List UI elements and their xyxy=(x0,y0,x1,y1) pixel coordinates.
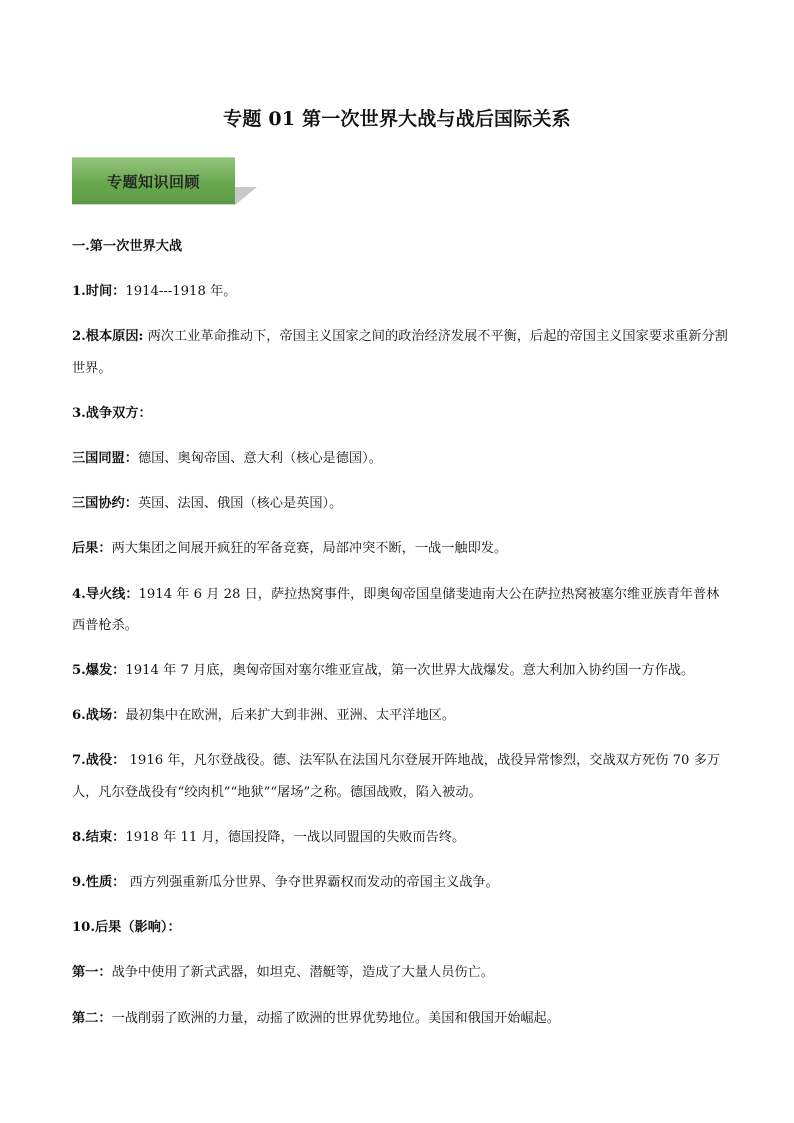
item-consequence xyxy=(72,533,732,564)
item-label: 后果： xyxy=(72,541,112,557)
item-label: 6.战场： xyxy=(72,708,126,724)
item-text: 1914 年 7 月底，奥匈帝国对塞尔维亚宣战，第一次世界大战爆发。意大利加入协约国一方作战。 xyxy=(125,663,695,679)
banner-box xyxy=(72,157,235,204)
content-body xyxy=(72,231,732,1048)
item-end xyxy=(72,822,732,853)
item-label: 8.结束： xyxy=(72,829,126,845)
item-triple-entente xyxy=(72,488,732,519)
banner-label: 专题知识回顾 xyxy=(106,172,200,191)
item-battles xyxy=(72,745,732,807)
item-label: 2.根本原因: xyxy=(72,329,144,345)
item-text: 两大集团之间展开疯狂的军备竞赛，局部冲突不断，一战一触即发。 xyxy=(111,541,508,557)
item-text: 1918 年 11 月，德国投降，一战以同盟国的失败而告终。 xyxy=(125,829,466,845)
item-label: 3.战争双方： xyxy=(72,405,152,421)
item-text: 一战削弱了欧洲的力量，动摇了欧洲的世界优势地位。美国和俄国开始崛起。 xyxy=(111,1010,560,1026)
item-text: 战争中使用了新式武器，如坦克、潜艇等，造成了大量人员伤亡。 xyxy=(111,965,494,981)
item-label: 7.战役： xyxy=(72,753,126,769)
item-battlefields xyxy=(72,700,732,731)
item-text: 德国、奥匈帝国、意大利（核心是德国）。 xyxy=(137,451,382,467)
item-text: 1916 年，凡尔登战役。德、法军队在法国凡尔登展开阵地战，战役异常惨烈，交战双方死伤 70 多万人，凡尔登战役有“绞肉机”“地狱”“屠场”之称。德国战败，陷入被动。 xyxy=(72,753,720,800)
item-text: 最初集中在欧洲，后来扩大到非洲、亚洲、太平洋地区。 xyxy=(125,708,456,724)
item-nature xyxy=(72,867,732,898)
item-text: 西方列强重新瓜分世界、争夺世界霸权而发动的帝国主义战争。 xyxy=(125,875,499,891)
item-label: 1.时间： xyxy=(72,284,126,300)
item-label: 三国协约： xyxy=(72,496,138,512)
item-text: 两次工业革命推动下，帝国主义国家之间的政治经济发展不平衡，后起的帝国主义国家要求重新分割世界。 xyxy=(72,329,728,376)
item-effect-second xyxy=(72,1003,732,1034)
item-effect-first xyxy=(72,957,732,988)
item-label: 5.爆发： xyxy=(72,663,126,679)
item-belligerents xyxy=(72,398,732,429)
page-title: 专题 01 第一次世界大战与战后国际关系 xyxy=(223,108,571,130)
item-root-cause xyxy=(72,321,732,383)
item-label: 4.导火线： xyxy=(72,586,139,602)
item-label: 第一： xyxy=(72,965,112,981)
item-triple-alliance xyxy=(72,443,732,474)
item-label: 三国同盟： xyxy=(72,451,138,467)
item-text: 1914 年 6 月 28 日，萨拉热窝事件，即奥匈帝国皇储斐迪南大公在萨拉热窝被塞尔维亚族青年普林西普枪杀。 xyxy=(72,586,720,633)
item-outbreak xyxy=(72,655,732,686)
item-time xyxy=(72,276,732,307)
item-effects xyxy=(72,912,732,943)
item-text: 英国、法国、俄国（核心是英国）。 xyxy=(137,496,343,512)
section-banner xyxy=(72,157,257,205)
item-text: 1914---1918 年。 xyxy=(125,284,237,300)
item-label: 10.后果（影响）： xyxy=(72,920,181,936)
item-label: 9.性质： xyxy=(72,875,126,891)
section-heading: 一.第一次世界大战 xyxy=(72,239,183,254)
item-label: 第二： xyxy=(72,1010,112,1026)
item-trigger xyxy=(72,579,732,641)
